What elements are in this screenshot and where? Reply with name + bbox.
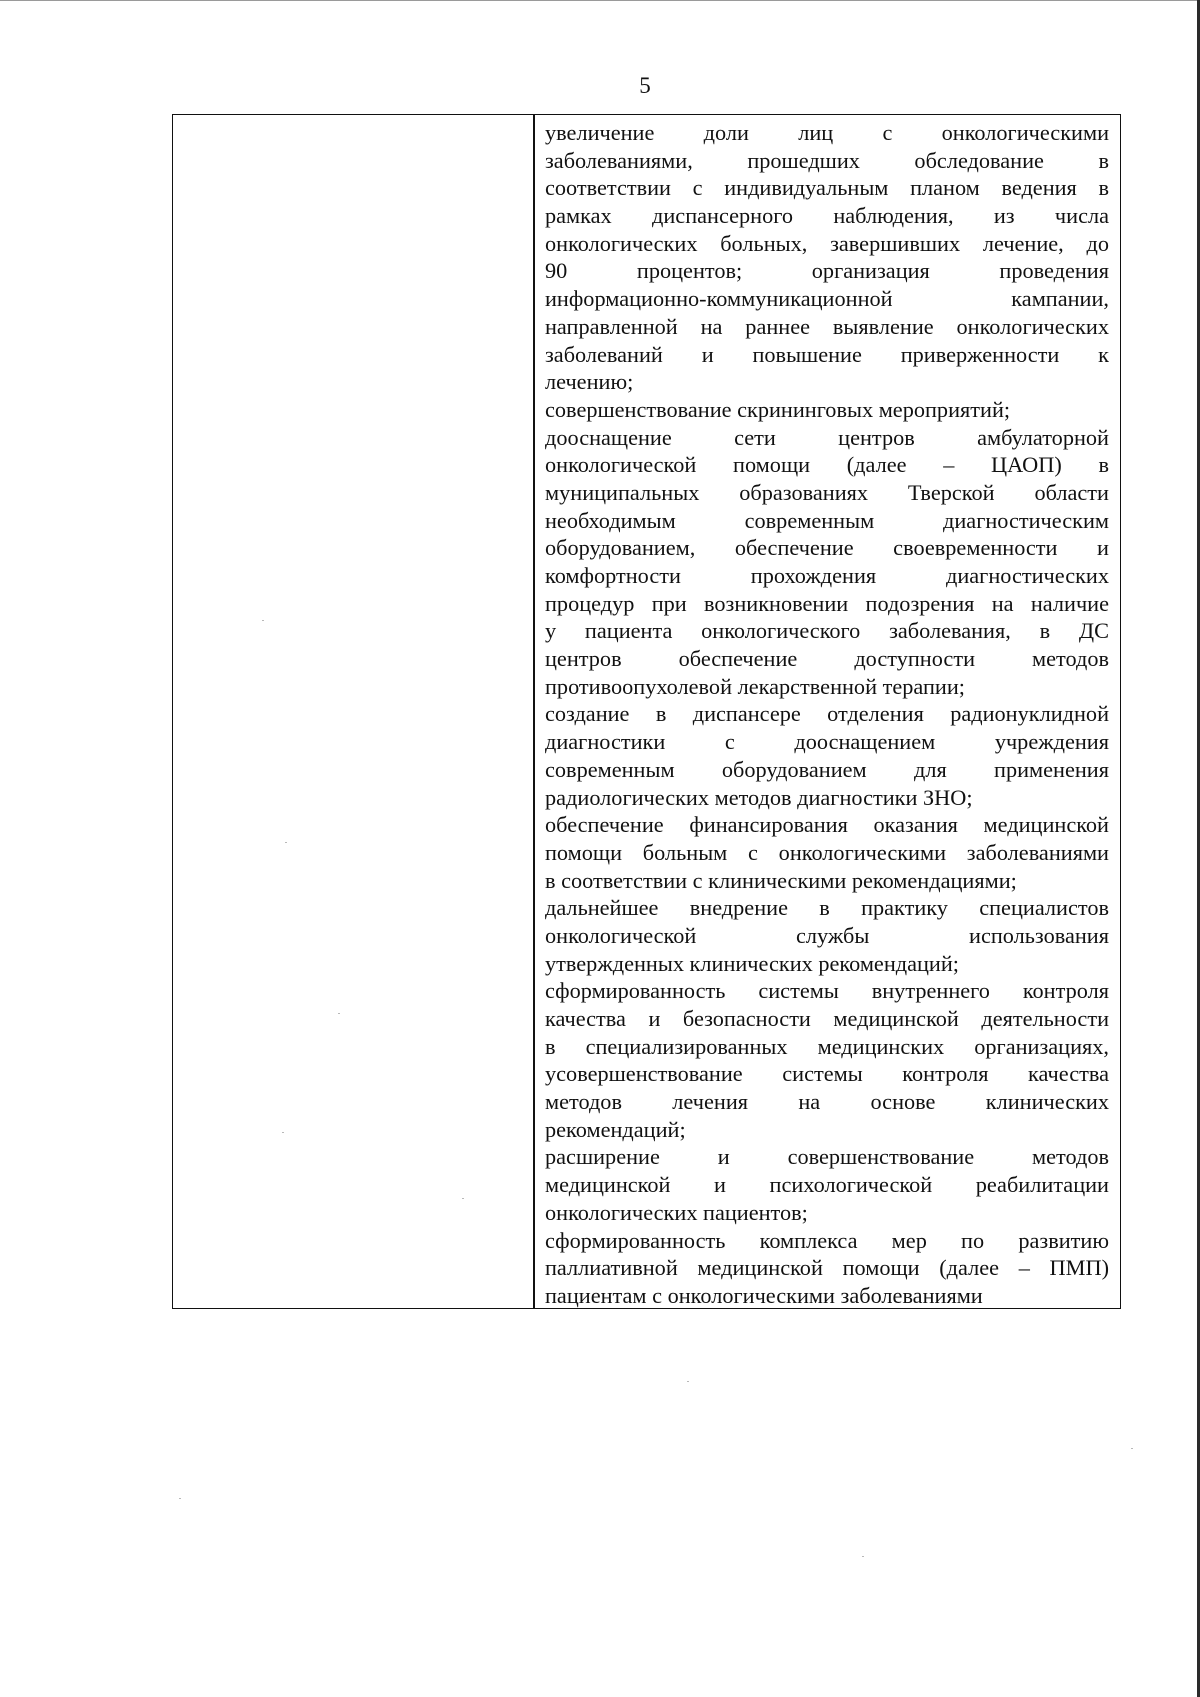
scan-edge-top xyxy=(0,0,1200,1)
text-line: совершенствование скрининговых мероприятий; xyxy=(545,396,1011,422)
text-line: лечению; xyxy=(545,369,634,395)
text-line: оборудованием, обеспечение своевременности и xyxy=(545,535,1109,561)
text-line: направленной на раннее выявление онкологических xyxy=(545,313,1109,339)
text-line: современным оборудованием для применения xyxy=(545,756,1109,782)
text-line: муниципальных образованиях Тверской области xyxy=(545,479,1109,505)
scan-speck xyxy=(282,1132,284,1133)
text-line: комфортности прохождения диагностических xyxy=(545,563,1109,588)
text-line: качества и безопасности медицинской деятельности xyxy=(545,1006,1109,1031)
scan-speck xyxy=(262,620,264,621)
text-line: 90 процентов; организация проведения xyxy=(545,258,1109,284)
scan-speck xyxy=(862,1556,864,1557)
text-line: заболеваний и повышение приверженности к xyxy=(545,341,1109,367)
text-line: онкологических больных, завершивших лечение, до xyxy=(545,230,1109,256)
text-line: процедур при возникновении подозрения на наличие xyxy=(545,590,1109,616)
page-number: 5 xyxy=(639,73,651,98)
text-line: соответствии с индивидуальным планом ведения в xyxy=(545,175,1109,201)
scan-speck xyxy=(1131,1448,1133,1449)
scan-speck xyxy=(285,842,287,843)
text-line: обеспечение финансирования оказания медицинской xyxy=(545,812,1109,838)
text-line: утвержденных клинических рекомендаций; xyxy=(545,950,959,976)
table-column-divider xyxy=(533,115,535,1308)
text-line: противоопухолевой лекарственной терапии; xyxy=(545,673,965,699)
text-line: сформированность системы внутреннего контроля xyxy=(545,978,1109,1004)
text-line: рамках диспансерного наблюдения, из числа xyxy=(545,203,1109,229)
text-line: центров обеспечение доступности методов xyxy=(545,646,1109,672)
table-left-cell xyxy=(173,115,533,1308)
text-line: онкологической службы использования xyxy=(545,922,1109,948)
text-line: онкологической помощи (далее – ЦАОП) в xyxy=(545,452,1109,478)
text-line: расширение и совершенствование методов xyxy=(545,1144,1109,1170)
text-line: информационно-коммуникационной кампании, xyxy=(545,286,1109,312)
scan-speck xyxy=(179,1498,181,1499)
text-line: паллиативной медицинской помощи (далее – ПМП) xyxy=(545,1255,1109,1281)
text-line: у пациента онкологического заболевания, в ДС xyxy=(545,618,1109,644)
scan-speck xyxy=(338,1013,340,1014)
table-right-cell xyxy=(545,115,1109,1310)
text-line: диагностики с дооснащением учреждения xyxy=(545,729,1109,755)
text-line: необходимым современным диагностическим xyxy=(545,507,1109,533)
text-line: сформированность комплекса мер по развитию xyxy=(545,1227,1109,1253)
text-line: создание в диспансере отделения радионуклидной xyxy=(545,701,1109,727)
text-line: радиологических методов диагностики ЗНО; xyxy=(545,784,973,810)
text-line: онкологических пациентов; xyxy=(545,1199,808,1225)
text-line: в специализированных медицинских организациях, xyxy=(545,1033,1109,1059)
text-line: пациентам с онкологическими заболеваниями xyxy=(545,1282,983,1308)
text-line: методов лечения на основе клинических xyxy=(545,1089,1109,1115)
document-table xyxy=(172,114,1121,1309)
text-line: медицинской и психологической реабилитации xyxy=(545,1172,1109,1198)
text-line: помощи больным с онкологическими заболеваниями xyxy=(545,839,1109,865)
text-line: заболеваниями, прошедших обследование в xyxy=(545,147,1109,173)
scan-speck xyxy=(462,1198,464,1199)
text-line: в соответствии с клиническими рекомендациями; xyxy=(545,867,1017,893)
scan-speck xyxy=(687,1381,689,1382)
text-line: рекомендаций; xyxy=(545,1116,686,1142)
text-line: дальнейшее внедрение в практику специалистов xyxy=(545,895,1109,921)
text-line: усовершенствование системы контроля качества xyxy=(545,1061,1109,1087)
text-line: дооснащение сети центров амбулаторной xyxy=(545,424,1109,450)
text-line: увеличение доли лиц с онкологическими xyxy=(545,120,1109,145)
